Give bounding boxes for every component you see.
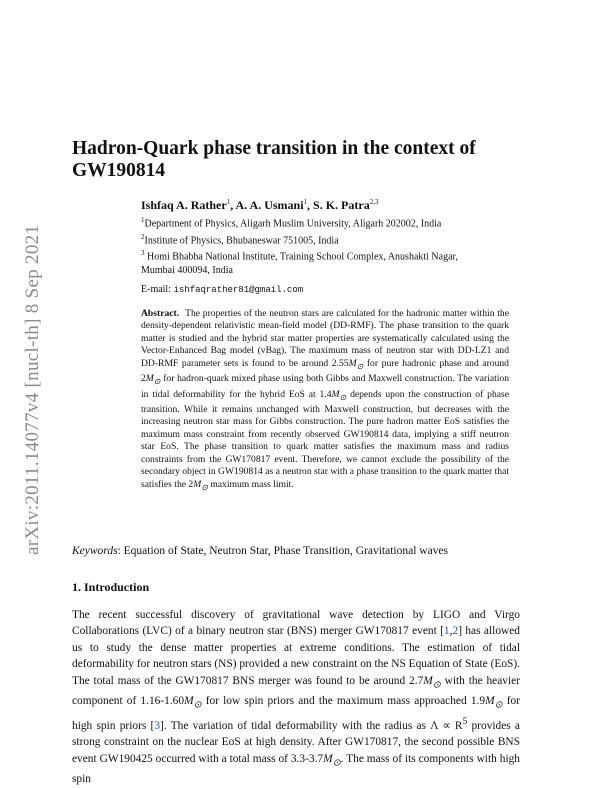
author-list: Ishfaq A. Rather$^1$, A. A. Usmani$^1$, S. K. Patra$^{2,3}$: [141, 198, 379, 212]
abstract-text: depends upon the construction of phase transition. While it remains unchanged with Maxwell construction, but decreases with the increasing neutron star mass for Gibbs construction. The pure hadron matter EoS satisfies the maximum mass constraint from recently observed GW190814 data, implying a stiff neutron star EoS. The phase transition to quark matter satisfies the maximum mass and radius constraints from the GW170817 event. Therefore, we cannot exclude the possibility of the secondary object in GW190814 as a neutron star with a phase transition to the quark matter that satisfies the 2: [141, 388, 509, 490]
author-affiliation-mark: 1: [226, 198, 231, 206]
author-name: S. K. Patra: [313, 198, 370, 212]
paper-title: Hadron-Quark phase transition in the context of GW190814: [72, 138, 476, 181]
keywords: [72, 545, 532, 557]
citation-link[interactable]: 2: [452, 625, 459, 638]
solar-mass-symbol: $M_⊙$: [145, 373, 161, 387]
affiliation-text: Department of Physics, Aligarh Muslim University, Aligarh 202002, India: [144, 218, 442, 230]
email-line: [141, 283, 521, 297]
abstract-label: Abstract.: [141, 308, 180, 319]
citation-link[interactable]: 1: [443, 625, 450, 638]
keywords-label: Keywords: [72, 545, 118, 557]
solar-mass-symbol: $M_⊙$: [193, 478, 208, 492]
solar-mass-symbol: $M_⊙$: [184, 695, 202, 711]
body-text: The recent successful discovery of gravitational wave detection by LIGO and Virgo Collaborations (LVC) of a binary neutron star (BNS) merger GW170817 event [: [72, 609, 520, 638]
solar-mass-symbol: $M_⊙$: [423, 674, 441, 690]
abstract-text: maximum mass limit.: [207, 478, 294, 490]
abstract-text: for hadron-quark mixed phase using both Gibbs and Maxwell construction. The variation in tidal deformability for the hybrid EoS at 1.4: [141, 373, 509, 400]
body-text: for high spin priors [: [72, 695, 520, 732]
body-text: with the heavier component of 1.16-1.60: [72, 674, 520, 708]
affiliation-text: Homi Bhabha National Institute, Training School Complex, Anushakti Nagar,: [147, 251, 458, 263]
body-text: for low spin priors and the maximum mass approached 1.9: [201, 695, 486, 708]
author-name: Ishfaq A. Rather: [141, 198, 227, 212]
keywords-text: : Equation of State, Neutron Star, Phase Transition, Gravitational waves: [117, 545, 449, 557]
author-name: A. A. Usmani: [235, 198, 304, 212]
abstract-text: for pure hadronic phase and around 2: [141, 357, 509, 385]
abstract: [141, 308, 509, 494]
citation-link[interactable]: 3: [154, 719, 161, 732]
affiliation-3-continued: Mumbai 400094, India: [141, 264, 233, 276]
section-heading: 1. Introduction: [72, 580, 150, 594]
email-address[interactable]: ishfaqrather81@gmail.com: [173, 284, 304, 295]
solar-mass-symbol: $M_⊙$: [485, 695, 503, 711]
body-text: provides a strong constraint on the nuclear EoS at high density. After GW170817, the second possible BNS event GW190425 occurred with a total mass of 3.3-3.7: [72, 719, 520, 765]
affiliations: [141, 214, 521, 297]
solar-mass-symbol: $M_⊙$: [331, 388, 347, 402]
body-text: ] has allowed us to study the dense matter properties at extreme conditions. The estimation of tidal deformability for neutron stars (NS) provided a new constraint on the NS Equation of State (EoS). The total mass of the GW170817 BNS merger was found to be around 2.7: [72, 625, 520, 687]
affiliation-number: 3: [141, 249, 145, 258]
affiliation-text: Institute of Physics, Bhubaneswar 751005, India: [144, 234, 339, 246]
affiliation-3: [141, 247, 521, 264]
affiliation-1: [141, 214, 521, 231]
affiliation-number: 2: [141, 232, 145, 241]
author-affiliation-mark: 1: [303, 198, 308, 206]
body-text: ]. The variation of tidal deformability with the radius as Λ ∝ R: [160, 719, 463, 732]
abstract-text: The properties of the neutron stars are calculated for the hadronic matter within the density-dependent relativistic mean-field model (DD-RMF). The phase transition to the quark matter is studied and the hybrid star matter properties are systematically calculated using the Vector-Enhanced Bag model (vBag). The maximum mass of neutron star with DD-LZ1 and DD-RMF parameter sets is found to be around 2.55: [141, 308, 509, 369]
email-label: E-mail:: [141, 283, 171, 295]
affiliation-number: 1: [141, 216, 145, 224]
exponent: 5: [462, 717, 468, 727]
arxiv-side-stamp: arXiv:2011.14077v4 [nucl-th] 8 Sep 2021: [22, 224, 43, 555]
introduction-paragraph: [72, 607, 520, 788]
body-text: ,: [449, 625, 453, 638]
solar-mass-symbol: $M_⊙$: [323, 752, 341, 768]
solar-mass-symbol: $M_⊙$: [348, 357, 364, 371]
author-affiliation-mark: 2,3: [369, 198, 379, 206]
body-text: . The mass of its components with high spin: [72, 752, 520, 786]
affiliation-2: [141, 231, 521, 248]
